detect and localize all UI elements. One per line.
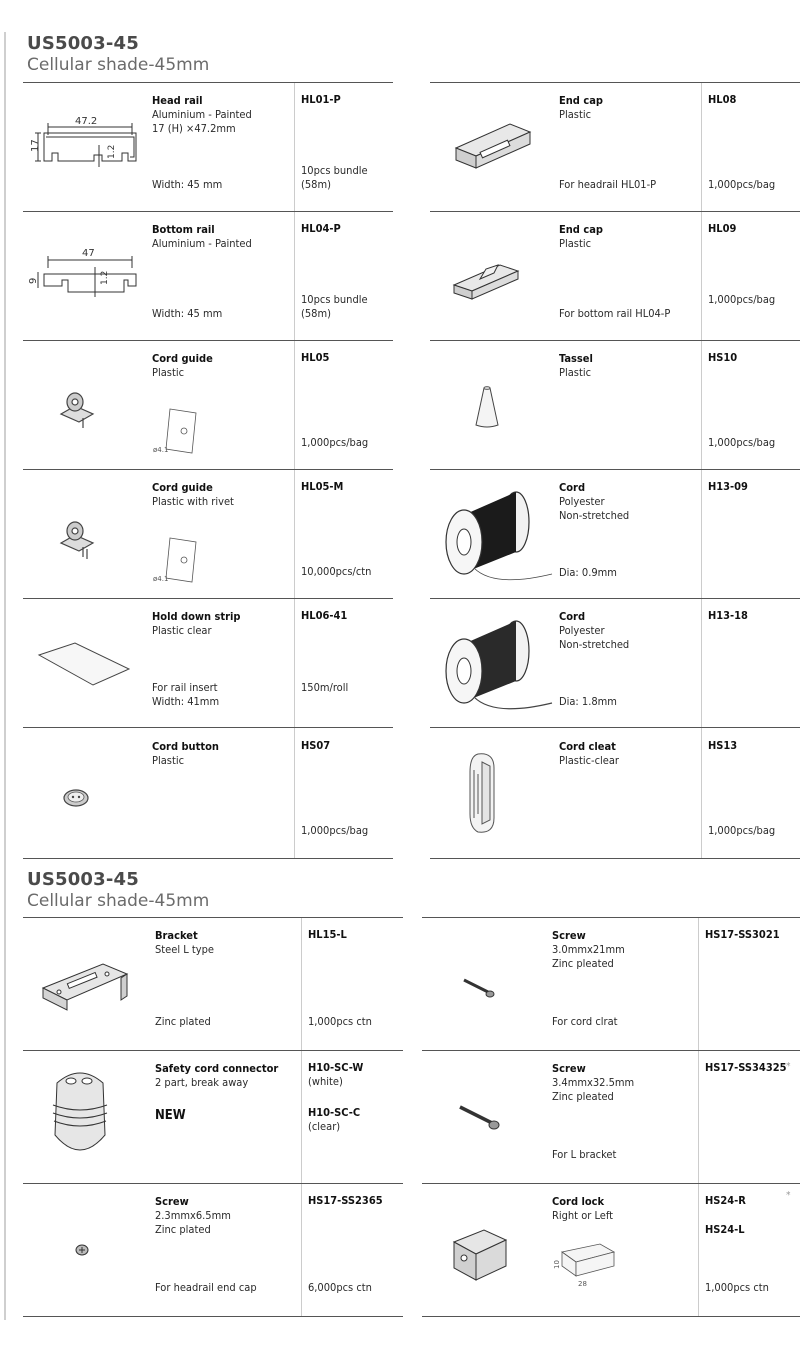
product-row	[23, 727, 393, 859]
column-divider	[701, 470, 702, 598]
left-margin-bar	[4, 32, 6, 1320]
cord-guide-rivet-image	[53, 515, 103, 560]
dim-width: 47.2	[75, 116, 98, 127]
small-screw-image	[73, 1242, 93, 1260]
product-desc: Zinc pleated	[552, 1090, 614, 1103]
dim-height: 17	[30, 139, 41, 152]
new-badge: NEW	[155, 1108, 186, 1123]
product-desc: 3.4mmx32.5mm	[552, 1076, 635, 1089]
product-note: Dia: 1.8mm	[559, 695, 617, 708]
product-desc: Non-stretched	[559, 638, 630, 651]
packaging: 150m/roll	[301, 681, 349, 694]
section-code: US5003-45	[27, 33, 139, 54]
product-name: Cord button	[152, 740, 219, 753]
column-divider	[698, 1051, 699, 1183]
packaging: 1,000pcs/bag	[301, 824, 369, 837]
product-name: Head rail	[152, 94, 203, 107]
product-desc: Right or Left	[552, 1209, 614, 1222]
product-name: Tassel	[559, 352, 593, 365]
column-divider	[301, 1051, 302, 1183]
product-name: Screw	[552, 1062, 586, 1075]
product-name: End cap	[559, 223, 603, 236]
product-desc: 2.3mmx6.5mm	[155, 1209, 231, 1222]
product-note: For cord clrat	[552, 1015, 618, 1028]
product-note: Dia: 0.9mm	[559, 566, 617, 579]
section-title-2	[27, 870, 209, 911]
product-code: HL09	[708, 222, 737, 235]
product-code: H10-SC-W	[308, 1061, 364, 1074]
product-note: For bottom rail HL04-P	[559, 307, 671, 320]
product-row	[23, 211, 393, 340]
product-name: Screw	[155, 1195, 189, 1208]
packaging: 1,000pcs/bag	[708, 293, 776, 306]
product-row	[23, 1183, 403, 1317]
product-note: Zinc plated	[155, 1015, 211, 1028]
product-note: Width: 45 mm	[152, 178, 223, 191]
packaging: (58m)	[301, 178, 331, 191]
product-desc: Plastic-clear	[559, 754, 619, 767]
dim-thickness: 1.2	[100, 270, 110, 285]
product-code: HL15-L	[308, 928, 347, 941]
column-divider	[294, 470, 295, 598]
screw-image	[460, 976, 498, 1000]
section-subtitle: Cellular shade-45mm	[27, 55, 210, 75]
column-divider	[294, 212, 295, 340]
product-name: Cord	[559, 610, 586, 623]
product-name: End cap	[559, 94, 603, 107]
product-note: For headrail end cap	[155, 1281, 257, 1294]
dim-width: 47	[82, 248, 95, 259]
cord-lock-dimension-diagram	[550, 1240, 620, 1290]
product-code: HS17-SS34325	[705, 1061, 787, 1074]
product-row	[422, 1183, 800, 1317]
column-divider	[701, 728, 702, 858]
product-code: HL05	[301, 351, 330, 364]
cord-guide-hole-diagram	[150, 536, 200, 584]
product-row	[430, 340, 800, 469]
product-desc: Plastic	[559, 108, 592, 121]
product-name: Bottom rail	[152, 223, 215, 236]
product-code: HS24-R	[705, 1194, 746, 1207]
product-desc: Aluminium - Painted	[152, 237, 252, 250]
product-note: Width: 45 mm	[152, 307, 223, 320]
product-desc: Aluminium - Painted	[152, 108, 252, 121]
product-desc: Zinc plated	[155, 1223, 211, 1236]
section-code: US5003-45	[27, 869, 139, 890]
dim-height: 10	[553, 1260, 561, 1269]
product-code: HS10	[708, 351, 738, 364]
section-subtitle: Cellular shade-45mm	[27, 891, 210, 911]
packaging: 1,000pcs ctn	[308, 1015, 372, 1028]
packaging: 10pcs bundle	[301, 164, 368, 177]
product-row	[23, 1050, 403, 1183]
packaging: 10,000pcs/ctn	[301, 565, 372, 578]
product-name: Hold down strip	[152, 610, 241, 623]
column-divider	[301, 1184, 302, 1316]
head-rail-drawing	[28, 105, 148, 185]
product-code: HS17-SS2365	[308, 1194, 383, 1207]
product-code-alt: H10-SC-C	[308, 1106, 361, 1119]
cord-spool-image	[434, 613, 554, 721]
product-name: Cord	[559, 481, 586, 494]
product-name: Cord guide	[152, 352, 213, 365]
column-divider	[701, 212, 702, 340]
product-row	[23, 340, 393, 469]
product-row	[422, 1050, 800, 1183]
product-desc: Plastic	[559, 366, 592, 379]
bottom-rail-drawing	[28, 242, 148, 312]
product-desc: Zinc pleated	[552, 957, 614, 970]
product-code: HL08	[708, 93, 737, 106]
column-divider	[701, 83, 702, 211]
product-code: HL06-41	[301, 609, 348, 622]
packaging: 1,000pcs/bag	[708, 436, 776, 449]
column-divider	[701, 341, 702, 469]
product-desc: Plastic with rivet	[152, 495, 234, 508]
cord-guide-hole-diagram	[150, 407, 200, 455]
screw-image	[456, 1103, 504, 1133]
product-desc: Plastic	[559, 237, 592, 250]
product-name: Cord lock	[552, 1195, 605, 1208]
end-cap-image	[450, 118, 535, 178]
packaging: 1,000pcs ctn	[705, 1281, 769, 1294]
cord-lock-image	[444, 1222, 514, 1282]
product-desc: 3.0mmx21mm	[552, 943, 625, 956]
product-note: For headrail HL01-P	[559, 178, 657, 191]
product-code: HL05-M	[301, 480, 344, 493]
dim-hole: ø4.1	[153, 575, 169, 583]
product-desc: Polyester	[559, 624, 605, 637]
product-code: H13-18	[708, 609, 748, 622]
column-divider	[294, 599, 295, 727]
product-row	[23, 598, 393, 727]
product-row	[430, 469, 800, 598]
packaging: 1,000pcs/bag	[708, 178, 776, 191]
tassel-image	[472, 385, 502, 430]
column-divider	[294, 341, 295, 469]
product-name: Cord cleat	[559, 740, 616, 753]
product-row	[23, 82, 393, 211]
product-row	[430, 211, 800, 340]
code-variant-note: (white)	[308, 1075, 343, 1088]
column-divider	[701, 599, 702, 727]
column-divider	[301, 918, 302, 1050]
product-row	[23, 469, 393, 598]
product-name: Cord guide	[152, 481, 213, 494]
packaging: 1,000pcs/bag	[708, 824, 776, 837]
section-title-1	[27, 34, 209, 75]
product-row	[23, 917, 403, 1050]
hold-down-strip-image	[35, 639, 135, 689]
product-row	[430, 727, 800, 859]
asterisk-mark: *	[786, 1061, 791, 1072]
column-divider	[294, 83, 295, 211]
product-code: HL01-P	[301, 93, 341, 106]
product-code: HS13	[708, 739, 738, 752]
product-code-alt: HS24-L	[705, 1223, 745, 1236]
product-name: Bracket	[155, 929, 198, 942]
safety-connector-image	[45, 1065, 115, 1165]
dim-length: 28	[578, 1280, 587, 1288]
product-code: HS07	[301, 739, 331, 752]
product-note: Width: 41mm	[152, 695, 220, 708]
product-desc: Plastic	[152, 754, 185, 767]
product-desc: Plastic clear	[152, 624, 212, 637]
cord-button-image	[61, 786, 91, 808]
code-variant-note: (clear)	[308, 1120, 341, 1133]
end-cap-bottom-image	[450, 257, 525, 307]
product-note: For rail insert	[152, 681, 218, 694]
dim-thickness: 1.2	[107, 144, 117, 159]
product-desc: Steel L type	[155, 943, 214, 956]
product-desc: Polyester	[559, 495, 605, 508]
packaging: (58m)	[301, 307, 331, 320]
product-row	[430, 598, 800, 727]
product-desc: 17 (H) ×47.2mm	[152, 122, 236, 135]
column-divider	[698, 1184, 699, 1316]
product-name: Screw	[552, 929, 586, 942]
product-row	[422, 917, 800, 1050]
product-desc: Non-stretched	[559, 509, 630, 522]
cord-guide-image	[53, 386, 103, 431]
product-code: H13-09	[708, 480, 748, 493]
packaging: 1,000pcs/bag	[301, 436, 369, 449]
cord-cleat-image	[460, 748, 520, 838]
product-name: Safety cord connector	[155, 1062, 279, 1075]
product-row	[430, 82, 800, 211]
packaging: 6,000pcs ctn	[308, 1281, 372, 1294]
product-code: HS17-SS3021	[705, 928, 780, 941]
asterisk-mark: *	[786, 1190, 791, 1201]
product-desc: 2 part, break away	[155, 1076, 249, 1089]
column-divider	[294, 728, 295, 858]
dim-height: 9	[28, 277, 39, 284]
cord-spool-image	[434, 484, 554, 592]
product-note: For L bracket	[552, 1148, 617, 1161]
product-desc: Plastic	[152, 366, 185, 379]
packaging: 10pcs bundle	[301, 293, 368, 306]
dim-hole: ø4.1	[153, 446, 169, 454]
bracket-image	[37, 948, 137, 1018]
column-divider	[698, 918, 699, 1050]
product-code: HL04-P	[301, 222, 341, 235]
